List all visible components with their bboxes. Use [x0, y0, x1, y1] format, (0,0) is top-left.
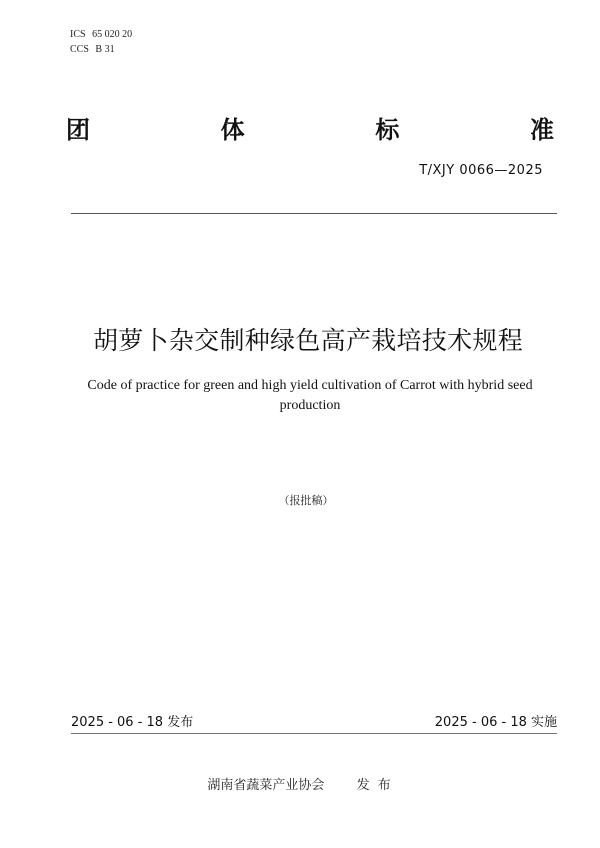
english-title-line-1: Code of practice for green and high yield cultivation of Carrot with hybrid seed [87, 378, 533, 393]
standard-type-char: 标 [375, 116, 400, 144]
implementation-date: 2025 - 06 - 18 实施 [434, 715, 557, 730]
date-row [71, 714, 557, 732]
publish-date: 2025 - 06 - 18 发布 [71, 715, 194, 730]
standard-type-heading [66, 114, 554, 146]
document-title-chinese: 胡萝卜杂交制种绿色高产栽培技术规程 [92, 326, 524, 355]
standard-type-char: 团 [66, 116, 90, 144]
publisher-line [0, 774, 600, 793]
draft-status: （报批稿） [278, 494, 334, 507]
standard-number: T/XJY 0066—2025 [419, 163, 543, 178]
issuing-organization: 湖南省蔬菜产业协会 [207, 778, 325, 793]
ccs-code [70, 42, 135, 57]
ccs-label: CCS [70, 44, 89, 55]
ics-code [70, 27, 135, 42]
ccs-value: B 31 [95, 44, 115, 55]
ics-label: ICS [70, 29, 86, 40]
footer-divider [71, 733, 557, 734]
ics-value: 65 020 20 [92, 29, 133, 40]
standard-type-char: 准 [529, 116, 554, 144]
classification-codes [70, 27, 135, 57]
english-title-line-2: production [279, 398, 341, 413]
publish-action: 发布 [356, 778, 399, 793]
document-title-english [70, 376, 550, 416]
standard-type-char: 体 [220, 116, 245, 144]
header-divider [71, 213, 557, 214]
